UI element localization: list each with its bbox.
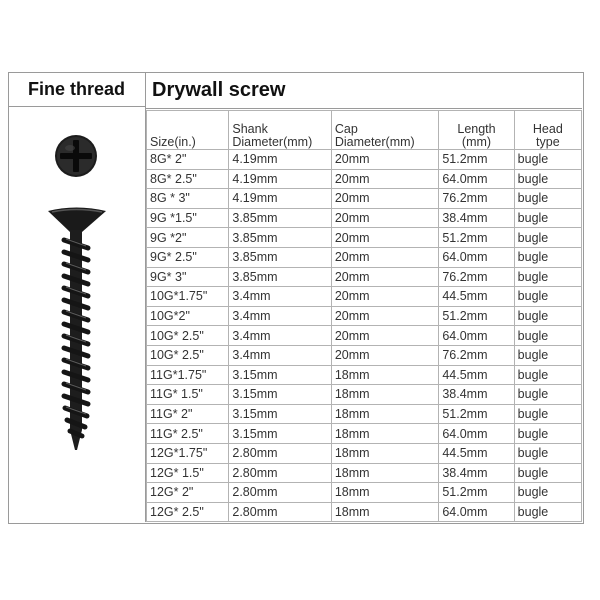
cell-length: 64.0mm <box>439 247 514 267</box>
spec-table <box>146 110 582 522</box>
table-row <box>147 267 582 287</box>
cell-head: bugle <box>514 365 581 385</box>
cell-head: bugle <box>514 150 581 170</box>
header-cap: Cap Diameter(mm) <box>331 111 438 150</box>
screw-illustration <box>34 128 118 463</box>
cell-size: 10G*2" <box>147 306 229 326</box>
cell-size: 11G* 2.5" <box>147 424 229 444</box>
cell-size: 12G* 2" <box>147 483 229 503</box>
cell-cap: 20mm <box>331 345 438 365</box>
cell-size: 12G* 2.5" <box>147 502 229 522</box>
phillips-head-icon <box>55 135 97 177</box>
cell-size: 10G*1.75" <box>147 287 229 307</box>
table-row <box>147 326 582 346</box>
cell-head: bugle <box>514 443 581 463</box>
cell-length: 44.5mm <box>439 365 514 385</box>
cell-cap: 20mm <box>331 247 438 267</box>
screw-side-view <box>48 208 106 451</box>
cell-head: bugle <box>514 228 581 248</box>
cell-length: 51.2mm <box>439 483 514 503</box>
cell-head: bugle <box>514 287 581 307</box>
cell-shank: 2.80mm <box>229 463 331 483</box>
cell-shank: 3.4mm <box>229 287 331 307</box>
cell-cap: 18mm <box>331 424 438 444</box>
cell-cap: 18mm <box>331 365 438 385</box>
cell-shank: 3.4mm <box>229 345 331 365</box>
cell-head: bugle <box>514 424 581 444</box>
table-row <box>147 150 582 170</box>
cell-size: 8G* 2" <box>147 150 229 170</box>
cell-cap: 20mm <box>331 150 438 170</box>
cell-length: 51.2mm <box>439 150 514 170</box>
cell-length: 38.4mm <box>439 385 514 405</box>
cell-cap: 20mm <box>331 208 438 228</box>
cell-cap: 20mm <box>331 267 438 287</box>
table-row <box>147 247 582 267</box>
cell-length: 51.2mm <box>439 306 514 326</box>
cell-size: 9G* 3" <box>147 267 229 287</box>
cell-cap: 20mm <box>331 326 438 346</box>
header-size: Size(in.) <box>147 111 229 150</box>
cell-size: 8G * 3" <box>147 189 229 209</box>
table-row <box>147 345 582 365</box>
cell-shank: 3.85mm <box>229 228 331 248</box>
table-row <box>147 287 582 307</box>
cell-length: 44.5mm <box>439 443 514 463</box>
cell-length: 51.2mm <box>439 404 514 424</box>
cell-length: 76.2mm <box>439 189 514 209</box>
cell-head: bugle <box>514 189 581 209</box>
cell-cap: 20mm <box>331 169 438 189</box>
cell-length: 51.2mm <box>439 228 514 248</box>
cell-length: 76.2mm <box>439 345 514 365</box>
table-row <box>147 365 582 385</box>
cell-cap: 18mm <box>331 483 438 503</box>
cell-size: 12G*1.75" <box>147 443 229 463</box>
table-row <box>147 306 582 326</box>
cell-shank: 3.85mm <box>229 247 331 267</box>
header-shank: Shank Diameter(mm) <box>229 111 331 150</box>
cell-shank: 2.80mm <box>229 502 331 522</box>
header-head: Head type <box>514 111 581 150</box>
drywall-screw-title: Drywall screw <box>146 72 582 109</box>
cell-cap: 18mm <box>331 404 438 424</box>
cell-length: 38.4mm <box>439 463 514 483</box>
cell-shank: 2.80mm <box>229 483 331 503</box>
cell-cap: 20mm <box>331 228 438 248</box>
cell-shank: 3.15mm <box>229 404 331 424</box>
cell-size: 11G* 2" <box>147 404 229 424</box>
cell-head: bugle <box>514 404 581 424</box>
cell-cap: 20mm <box>331 189 438 209</box>
cell-length: 64.0mm <box>439 326 514 346</box>
cell-shank: 3.15mm <box>229 424 331 444</box>
drywall-screw-icon <box>34 128 118 463</box>
cell-head: bugle <box>514 326 581 346</box>
cell-length: 44.5mm <box>439 287 514 307</box>
cell-head: bugle <box>514 345 581 365</box>
cell-size: 9G *1.5" <box>147 208 229 228</box>
table-row <box>147 169 582 189</box>
table-row <box>147 404 582 424</box>
cell-head: bugle <box>514 463 581 483</box>
table-row <box>147 208 582 228</box>
cell-size: 10G* 2.5" <box>147 345 229 365</box>
cell-cap: 20mm <box>331 287 438 307</box>
table-header-row <box>147 111 582 150</box>
table-row <box>147 228 582 248</box>
table-row <box>147 443 582 463</box>
table-row <box>147 463 582 483</box>
cell-cap: 18mm <box>331 443 438 463</box>
cell-size: 12G* 1.5" <box>147 463 229 483</box>
table-row <box>147 483 582 503</box>
cell-head: bugle <box>514 169 581 189</box>
cell-head: bugle <box>514 267 581 287</box>
cell-size: 9G* 2.5" <box>147 247 229 267</box>
cell-size: 10G* 2.5" <box>147 326 229 346</box>
table-row <box>147 385 582 405</box>
cell-length: 76.2mm <box>439 267 514 287</box>
cell-shank: 3.15mm <box>229 385 331 405</box>
cell-cap: 18mm <box>331 502 438 522</box>
cell-shank: 3.4mm <box>229 306 331 326</box>
cell-shank: 2.80mm <box>229 443 331 463</box>
cell-length: 64.0mm <box>439 502 514 522</box>
cell-length: 64.0mm <box>439 169 514 189</box>
header-length: Length (mm) <box>439 111 514 150</box>
table-row <box>147 502 582 522</box>
cell-shank: 4.19mm <box>229 189 331 209</box>
cell-head: bugle <box>514 208 581 228</box>
table-row <box>147 189 582 209</box>
cell-head: bugle <box>514 306 581 326</box>
cell-head: bugle <box>514 247 581 267</box>
table-row <box>147 424 582 444</box>
cell-cap: 18mm <box>331 385 438 405</box>
cell-shank: 3.85mm <box>229 267 331 287</box>
cell-size: 11G*1.75" <box>147 365 229 385</box>
cell-shank: 3.85mm <box>229 208 331 228</box>
cell-length: 64.0mm <box>439 424 514 444</box>
cell-shank: 3.15mm <box>229 365 331 385</box>
cell-shank: 4.19mm <box>229 169 331 189</box>
cell-size: 8G* 2.5" <box>147 169 229 189</box>
cell-size: 11G* 1.5" <box>147 385 229 405</box>
cell-head: bugle <box>514 483 581 503</box>
fine-thread-title: Fine thread <box>8 72 145 107</box>
cell-shank: 3.4mm <box>229 326 331 346</box>
cell-length: 38.4mm <box>439 208 514 228</box>
cell-cap: 20mm <box>331 306 438 326</box>
cell-size: 9G *2" <box>147 228 229 248</box>
cell-head: bugle <box>514 502 581 522</box>
cell-shank: 4.19mm <box>229 150 331 170</box>
cell-head: bugle <box>514 385 581 405</box>
cell-cap: 18mm <box>331 463 438 483</box>
